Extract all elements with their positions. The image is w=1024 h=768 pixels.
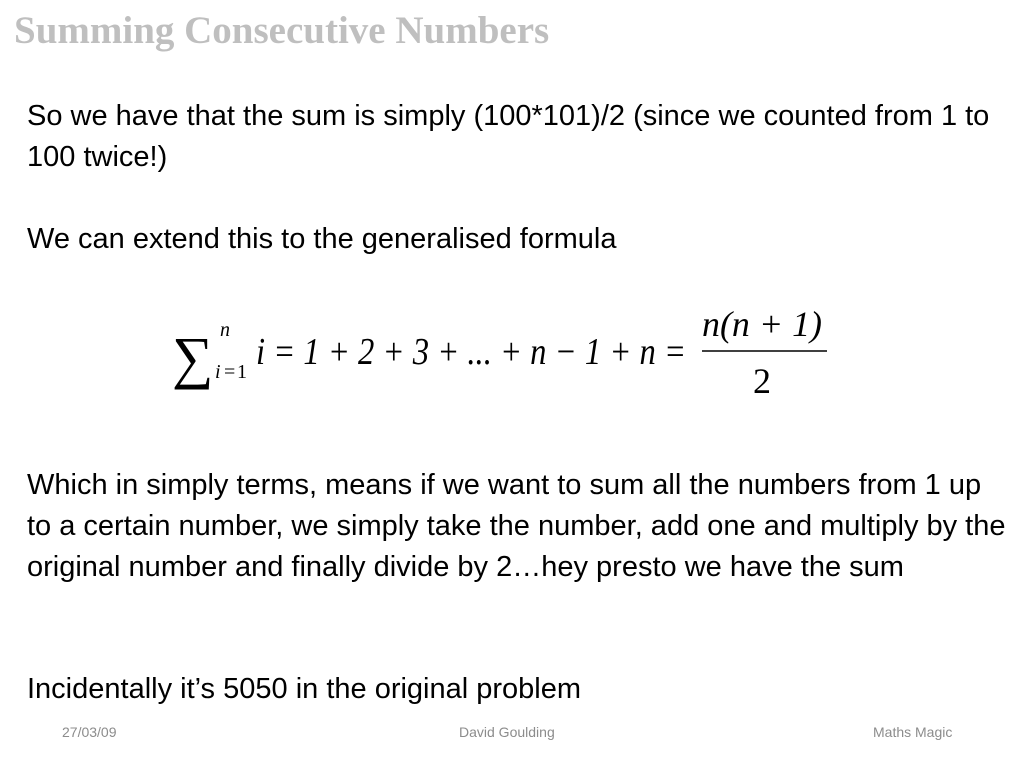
paragraph-result: Incidentally it’s 5050 in the original problem: [27, 673, 582, 705]
sum-lower-limit-val: 1: [237, 361, 247, 383]
sum-symbol: ∑: [172, 325, 214, 390]
formula-denominator: 2: [753, 361, 771, 401]
sum-lower-limit-eq: =: [224, 361, 236, 383]
footer-author: David Goulding: [459, 724, 555, 740]
paragraph-sum-explanation: So we have that the sum is simply (100*101)/2 (since we counted from 1 to 100 twice!): [27, 100, 990, 173]
summation-formula: [172, 300, 852, 410]
footer-subject: Maths Magic: [873, 724, 953, 740]
slide-title: Summing Consecutive Numbers: [14, 9, 550, 52]
sum-lower-limit-var: i: [215, 361, 221, 383]
paragraph-formula-intro: We can extend this to the generalised formula: [27, 223, 617, 255]
sum-upper-limit: n: [220, 319, 230, 341]
formula-numerator: n(n + 1): [702, 304, 822, 344]
formula-expression: i = 1 + 2 + 3 + ... + n − 1 + n =: [256, 331, 686, 373]
paragraph-plain-terms: Which in simply terms, means if we want to sum all the numbers from 1 up to a certain number, we simply take the number, add one and multiply by the original number and finally divide by 2…hey presto we have the sum: [27, 469, 1006, 583]
footer-date: 27/03/09: [62, 724, 117, 740]
